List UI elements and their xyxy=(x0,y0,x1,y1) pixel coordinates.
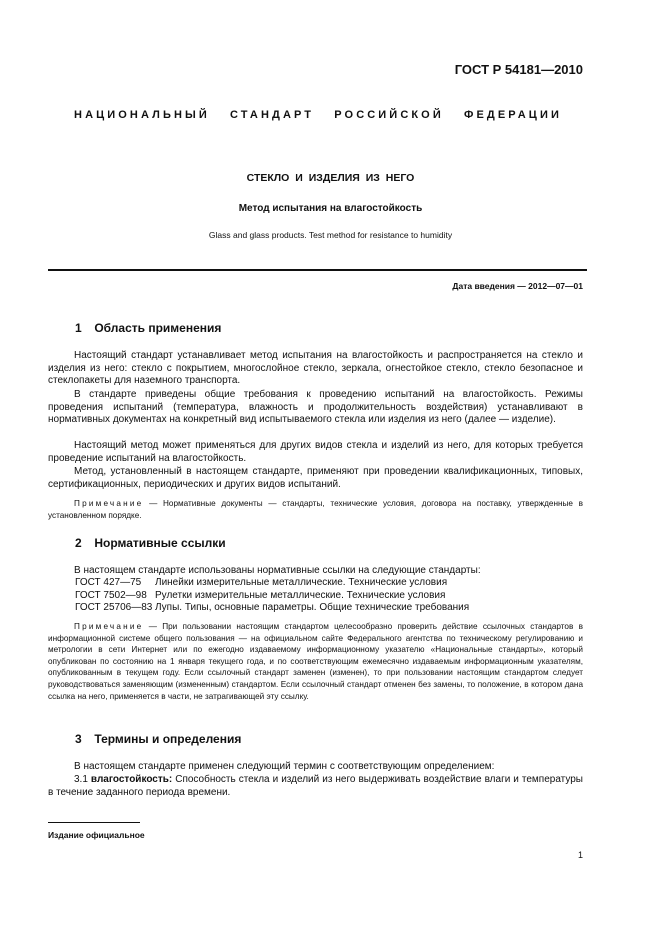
definition: Способность стекла и изделий из него выдерживать воздействие влаги и температуры в течение заданного периода времени. xyxy=(48,774,583,798)
list-item xyxy=(75,590,585,603)
paragraph: Настоящий стандарт устанавливает метод испытания на влагостойкость и распространяется на стекло и изделия из него: стекло с покрытием, многослойное стекло, зеркала, огнестойкое стекло, стекло безопасное и стеклопакеты для наземного транспорта. xyxy=(48,350,583,386)
reference-code: ГОСТ 25706—83 xyxy=(75,602,153,613)
official-edition-label: Издание официальное xyxy=(48,830,145,840)
term-definition xyxy=(48,774,583,799)
paragraph: Настоящий метод может применяться для других видов стекла и изделий из него, для которых требуется проведение испытаний на влагостойкость. xyxy=(48,440,583,464)
reference-text: Рулетки измерительные металлические. Технические условия xyxy=(155,589,446,601)
paragraph: В стандарте приведены общие требования к проведению испытаний на влагостойкость. Режимы проведения испытаний (температура, влажность и продолжительность воздействия) устанавливают в нормативных документах на конкретный вид испытываемого стекла или изделия из него (далее — изделие). xyxy=(48,389,583,425)
paragraph: В настоящем стандарте применен следующий термин с соответствующим определением: xyxy=(74,761,495,772)
document-title-english: Glass and glass products. Test method for resistance to humidity xyxy=(208,230,453,240)
section-title: Термины и определения xyxy=(94,732,242,746)
section-number: 3 xyxy=(75,732,82,746)
gost-number: ГОСТ Р 54181—2010 xyxy=(454,62,583,77)
reference-text: Лупы. Типы, основные параметры. Общие технические требования xyxy=(155,602,470,613)
document-subtitle: Метод испытания на влагостойкость xyxy=(238,203,423,214)
section-1-heading xyxy=(48,321,588,335)
reference-list xyxy=(75,577,585,615)
note-label: Примечание xyxy=(74,622,144,631)
term: влагостойкость: xyxy=(90,774,173,785)
title-divider xyxy=(48,269,587,271)
section-title: Нормативные ссылки xyxy=(94,536,226,550)
introduction-date: Дата введения — 2012—07—01 xyxy=(452,281,583,291)
list-item xyxy=(75,602,585,615)
section-number: 2 xyxy=(75,536,82,550)
list-item xyxy=(75,577,585,590)
page-number: 1 xyxy=(577,850,583,860)
national-standard-banner: НАЦИОНАЛЬНЫЙ СТАНДАРТ РОССИЙСКОЙ ФЕДЕРАЦИИ xyxy=(74,109,562,121)
reference-text: Линейки измерительные металлические. Технические условия xyxy=(155,577,448,588)
section-3-heading xyxy=(48,732,588,746)
section-title: Область применения xyxy=(94,321,222,335)
section-2-heading xyxy=(48,536,588,550)
note-text: — При пользовании настоящим стандартом целесообразно проверить действие ссылочных стандартов в информационной системе общего пользования — на официальном сайте Федерального агентства по техническому регулированию и метрологии в сети Интернет или по ежегодно издаваемому информационному указателю «Национальные стандарты», который опубликован по состоянию на 1 января текущего года, и по соответствующим ежемесячно издаваемым информационным указателям, опубликованным в текущем году. Если ссылочный стандарт заменен (изменен), то при пользовании настоящим стандартом следует руководствоваться заменяющим (измененным) стандартом. Если ссылочный стандарт отменен без замены, то положение, в котором дана ссылка на него, применяется в части, не затрагивающей эту ссылку. xyxy=(48,622,583,701)
term-number: 3.1 xyxy=(74,774,88,785)
note-label: Примечание xyxy=(74,499,144,508)
note xyxy=(48,498,583,521)
footer-divider xyxy=(48,822,140,823)
reference-code: ГОСТ 7502—98 xyxy=(75,589,147,601)
reference-code: ГОСТ 427—75 xyxy=(75,577,142,588)
paragraph: В настоящем стандарте использованы нормативные ссылки на следующие стандарты: xyxy=(74,565,481,576)
document-title: СТЕКЛО И ИЗДЕЛИЯ ИЗ НЕГО xyxy=(246,172,415,184)
note xyxy=(48,621,583,702)
note-text: — Нормативные документы — стандарты, технические условия, договора на поставку, утвержденные в установленном порядке. xyxy=(48,499,583,520)
paragraph: Метод, установленный в настоящем стандарте, применяют при проведении квалификационных, типовых, сертификационных, периодических и других видов испытаний. xyxy=(48,466,583,490)
section-number: 1 xyxy=(75,321,82,335)
